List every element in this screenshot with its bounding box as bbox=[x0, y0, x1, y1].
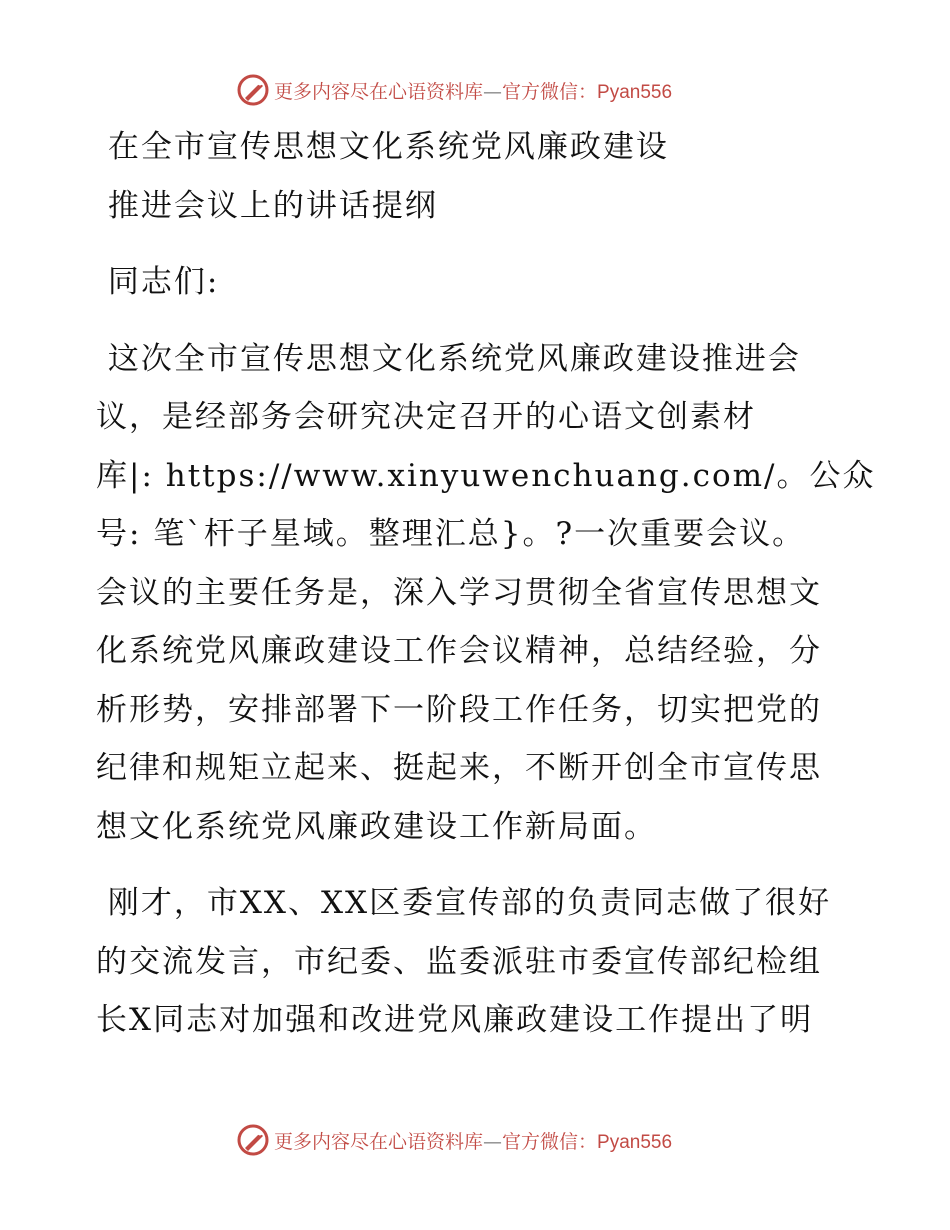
paragraph-line: 长X同志对加强和改进党风廉政建设工作提出了明 bbox=[96, 1002, 814, 1038]
document-body bbox=[96, 118, 876, 1050]
pen-logo-icon bbox=[236, 73, 270, 107]
title-line-2: 推进会议上的讲话提纲 bbox=[96, 187, 438, 224]
paragraph-line: 议，是经部务会研究决定召开的心语文创素材 bbox=[96, 399, 756, 435]
paragraph-line: 号: 笔`杆子星域。整理汇总}。?一次重要会议。 bbox=[96, 516, 806, 552]
pen-logo-icon bbox=[236, 1123, 270, 1157]
paragraph-line: 析形势，安排部署下一阶段工作任务，切实把党的 bbox=[96, 691, 822, 728]
paragraph-line: 化系统党风廉政建设工作会议精神，总结经验，分 bbox=[96, 633, 822, 669]
title-line-1: 在全市宣传思想文化系统党风廉政建设 bbox=[96, 129, 669, 165]
salutation: 同志们: bbox=[96, 264, 220, 300]
paragraph-line: 纪律和规矩立起来、挺起来，不断开创全市宣传思 bbox=[96, 750, 822, 786]
paragraph-line: 想文化系统党风廉政建设工作新局面。 bbox=[96, 808, 657, 845]
header-watermark bbox=[236, 72, 672, 108]
paragraph-line: 刚才，市XX、XX区委宣传部的负责同志做了很好 bbox=[96, 885, 832, 921]
paragraph-line: 这次全市宣传思想文化系统党风廉政建设推进会 bbox=[96, 340, 801, 377]
paragraph-line: 库|: https://www.xinyuwenchuang.com/。公众 bbox=[96, 457, 876, 494]
footer-watermark bbox=[236, 1122, 672, 1158]
watermark-text: 更多内容尽在心语资料库—官方微信：Pyan556 bbox=[274, 80, 673, 103]
paragraph-line: 的交流发言，市纪委、监委派驻市委宣传部纪检组 bbox=[96, 943, 822, 980]
paragraph-line: 会议的主要任务是，深入学习贯彻全省宣传思想文 bbox=[96, 574, 822, 611]
watermark-text: 更多内容尽在心语资料库—官方微信：Pyan556 bbox=[274, 1130, 673, 1153]
